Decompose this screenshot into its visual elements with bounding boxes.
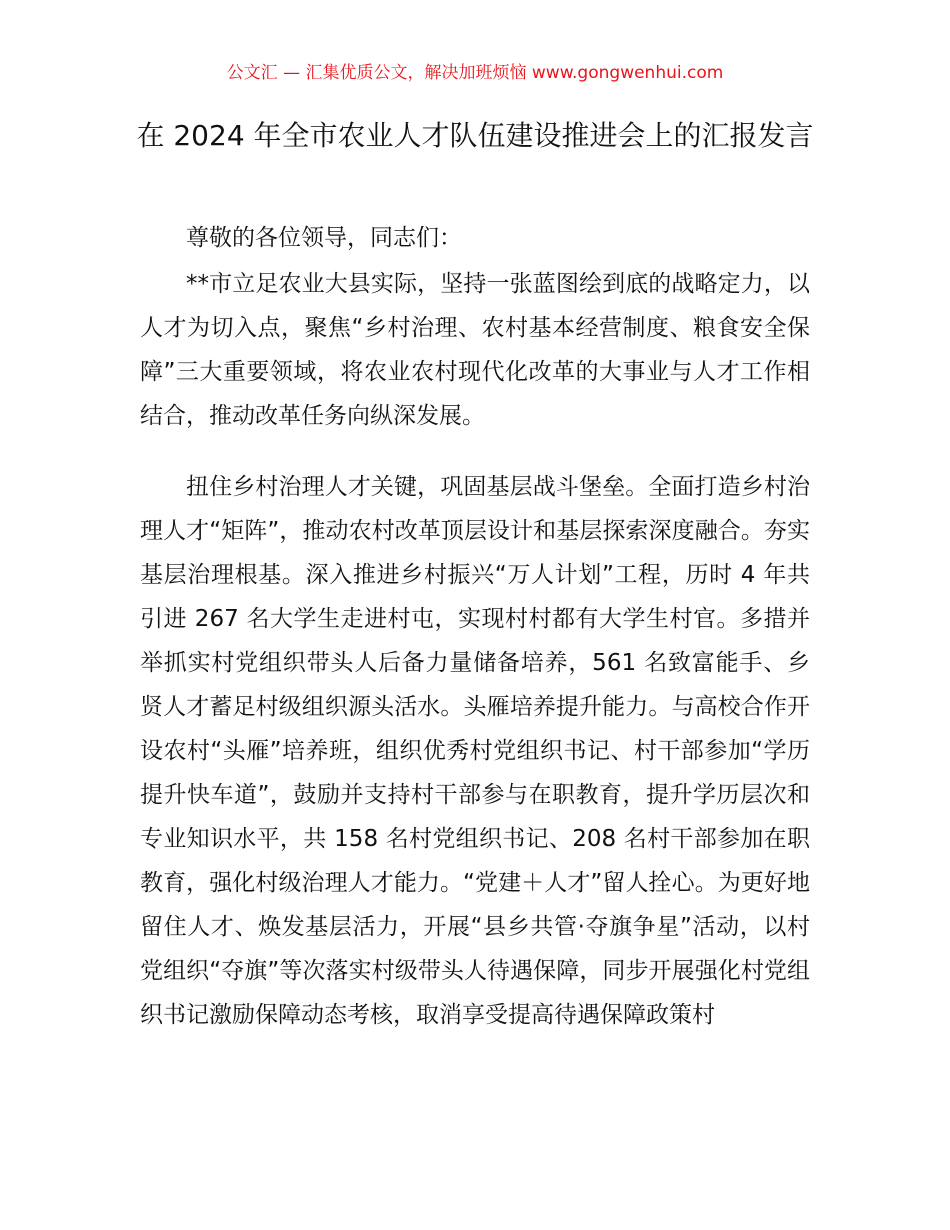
salutation: 尊敬的各位领导，同志们： bbox=[186, 225, 462, 251]
paragraph-block-1 bbox=[140, 262, 810, 438]
header-banner[interactable]: 公文汇 — 汇集优质公文，解决加班烦恼 www.gongwenhui.com bbox=[226, 63, 724, 83]
document-title: 在 2024 年全市农业人才队伍建设推进会上的汇报发言 bbox=[136, 119, 814, 152]
paragraph-block-2 bbox=[140, 465, 810, 1037]
salutation-block bbox=[140, 216, 810, 260]
body-paragraph: **市立足农业大县实际，坚持一张蓝图绘到底的战略定力，以人才为切入点，聚焦“乡村治理、农村基本经营制度、粮食安全保障”三大重要领域，将农业农村现代化改革的大事业与人才工作相结合，推动改革任务向纵深发展。 bbox=[140, 271, 810, 429]
body-paragraph: 扭住乡村治理人才关键，巩固基层战斗堡垒。全面打造乡村治理人才“矩阵”，推动农村改革顶层设计和基层探索深度融合。夯实基层治理根基。深入推进乡村振兴“万人计划”工程，历时 4 年共引进 267 名大学生走进村屯，实现村村都有大学生村官。多措并举抓实村党组织带头人后备力量储备培养，561 名致富能手、乡贤人才蓄足村级组织源头活水。头雁培养提升能力。与高校合作开设农村“头雁”培养班，组织优秀村党组织书记、村干部参加“学历提升快车道”，鼓励并支持村干部参与在职教育，提升学历层次和专业知识水平，共 158 名村党组织书记、208 名村干部参加在职教育，强化村级治理人才能力。“党建＋人才”留人拴心。为更好地留住人才、焕发基层活力，开展“县乡共管·夺旗争星”活动，以村党组织“夺旗”等次落实村级带头人待遇保障，同步开展强化村党组织书记激励保障动态考核，取消享受提高待遇保障政策村 bbox=[140, 474, 810, 1028]
